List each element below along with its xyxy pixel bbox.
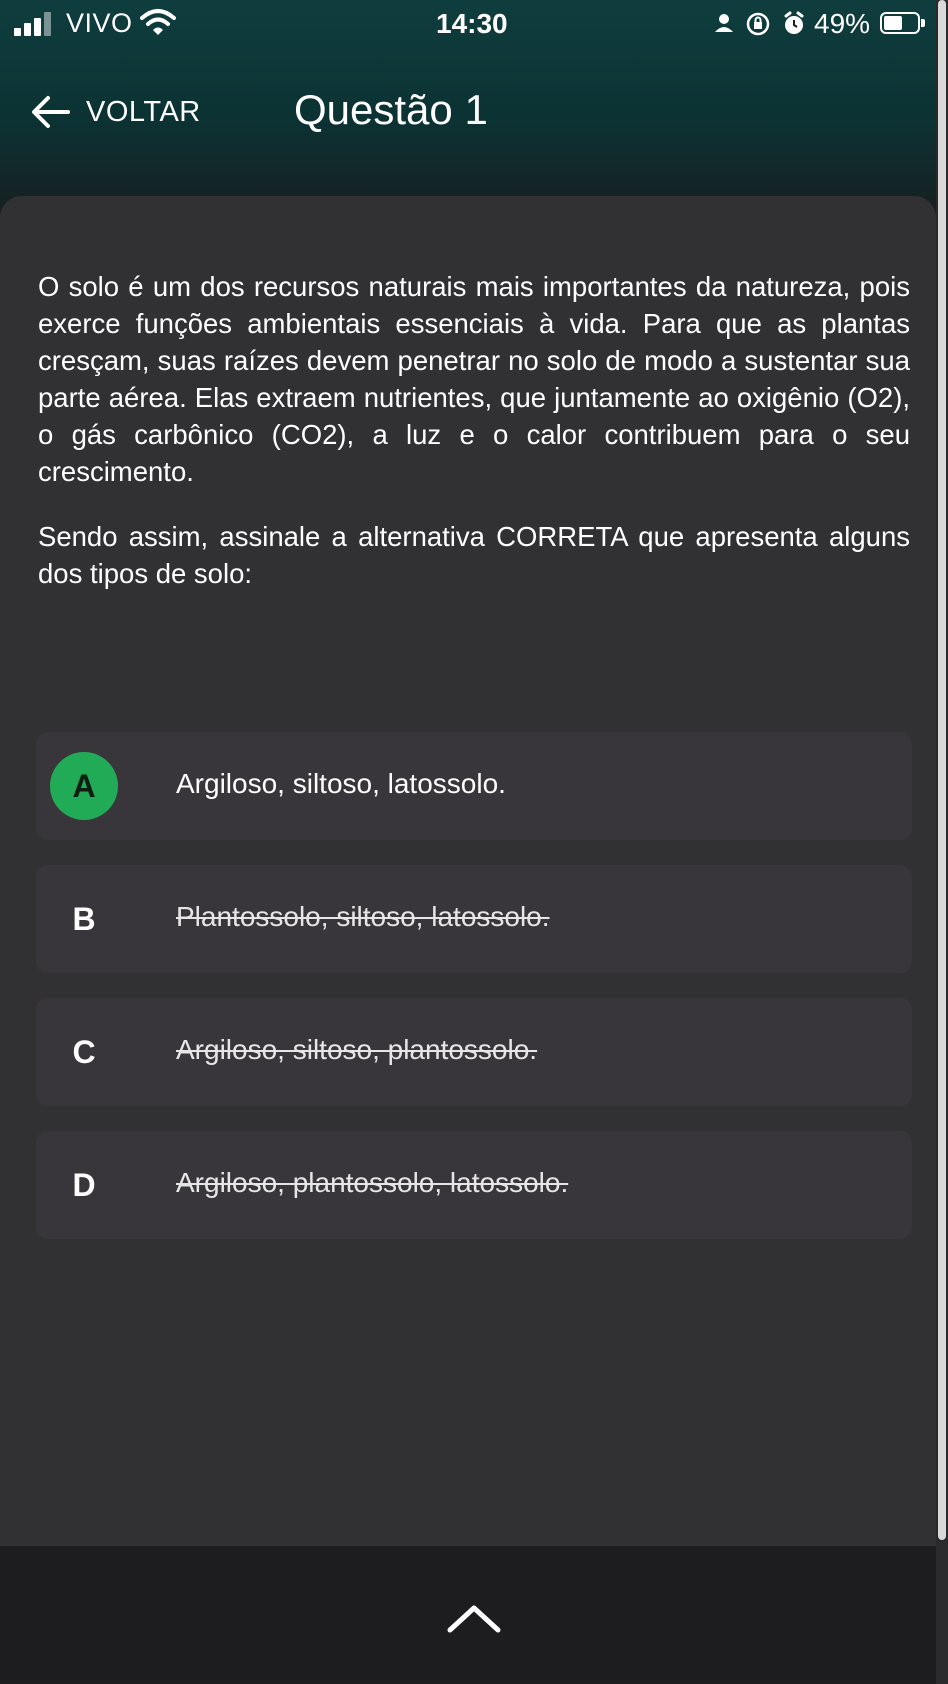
- person-icon: [715, 14, 733, 32]
- question-prompt: Sendo assim, assinale a alternativa CORRETA que apresenta alguns dos tipos de solo:: [38, 521, 910, 589]
- option-d[interactable]: [36, 1131, 912, 1239]
- bottom-bar: [0, 1546, 936, 1684]
- wifi-icon: [140, 8, 176, 38]
- chevron-up-icon[interactable]: [446, 1600, 502, 1636]
- answer-options: [36, 732, 912, 1264]
- signal-bars-icon: [14, 12, 58, 36]
- option-b[interactable]: [36, 865, 912, 973]
- option-text: Argiloso, plantossolo, latossolo.: [176, 1167, 569, 1198]
- arrow-left-icon: [30, 95, 70, 129]
- header: [0, 60, 936, 160]
- option-text: Argiloso, siltoso, latossolo.: [176, 768, 506, 799]
- battery-percent: 49%: [814, 8, 871, 39]
- option-c[interactable]: [36, 998, 912, 1106]
- option-text: Argiloso, siltoso, plantossolo.: [176, 1034, 538, 1065]
- scrollbar-thumb[interactable]: [938, 0, 946, 1540]
- scrollbar[interactable]: [936, 0, 948, 1684]
- status-bar: [0, 0, 936, 48]
- question-card: [0, 196, 936, 1684]
- carrier-name: VIVO: [66, 8, 133, 38]
- page-title: Questão 1: [294, 86, 488, 133]
- option-a[interactable]: [36, 732, 912, 840]
- question-text: [38, 268, 910, 620]
- option-letter: C: [72, 1034, 96, 1070]
- option-text: Plantossolo, siltoso, latossolo.: [176, 901, 550, 932]
- option-letter: A: [50, 752, 118, 820]
- option-letter: B: [72, 901, 96, 937]
- question-paragraph: O solo é um dos recursos naturais mais importantes da natureza, pois exerce funções ambientais essenciais à vida. Para que as plantas cresçam, suas raízes devem penetrar no solo de modo a sustentar sua parte aérea. Elas extraem nutrientes, que juntamente ao oxigênio (O2), o gás carbônico (CO2), a luz e o calor contribuem para o seu crescimento.: [38, 271, 910, 487]
- battery-icon: [880, 12, 920, 34]
- back-button[interactable]: [30, 90, 201, 134]
- rotation-lock-icon: [748, 14, 768, 34]
- option-letter: D: [72, 1167, 96, 1203]
- status-icons: [712, 10, 812, 38]
- back-label: VOLTAR: [86, 95, 201, 128]
- alarm-icon: [785, 13, 803, 34]
- status-time: 14:30: [436, 8, 508, 39]
